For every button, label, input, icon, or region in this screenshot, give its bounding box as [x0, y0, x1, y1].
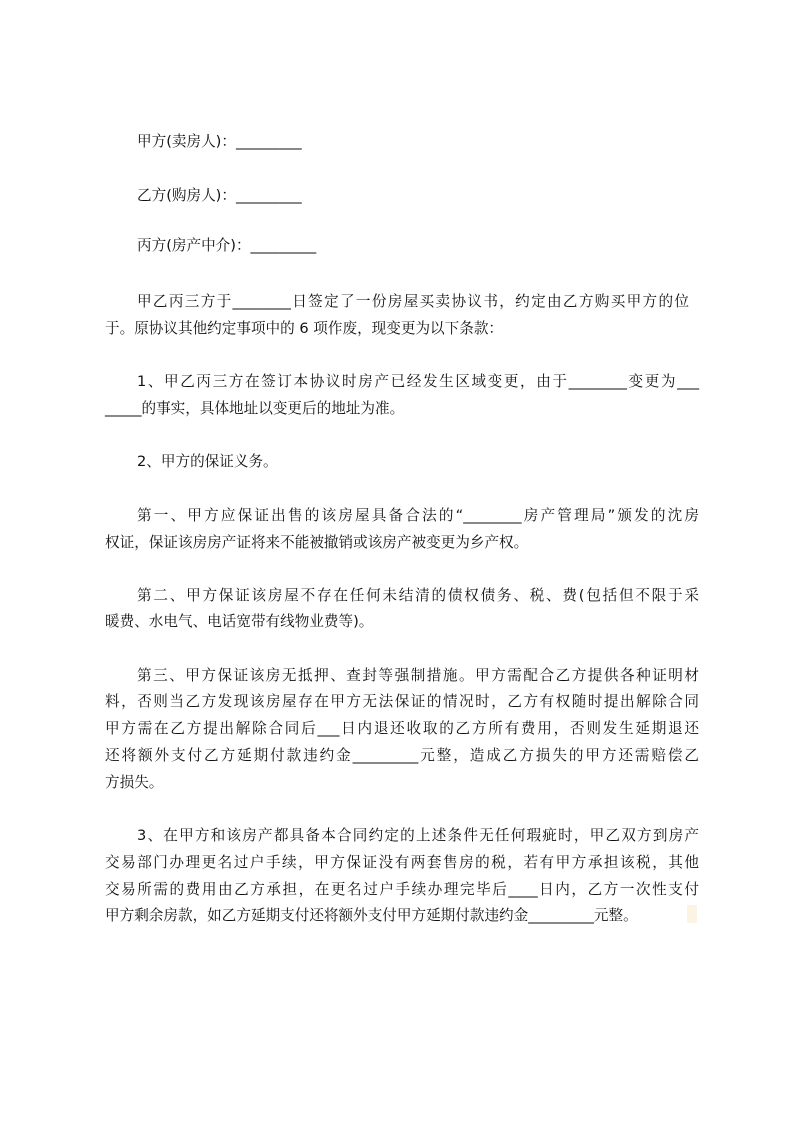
clause-3-line-2: 交易部门办理更名过户手续，甲方保证没有两套售房的税，若有甲方承担该税，其他 [105, 854, 699, 871]
clause-2-third-line-2: 料，否则当乙方发现该房屋存在甲方无法保证的情况时，乙方有权随时提出解除合同 [105, 693, 699, 710]
clause-3-line-1: 3、在甲方和该房产都具备本合同约定的上述条件无任何瑕疵时，甲乙双方到房产 [137, 827, 699, 844]
clause-2-second-line-2: 暖费、水电气、电话宽带有线物业费等)。 [105, 613, 374, 630]
intro-line-1: 甲乙丙三方于________日签定了一份房屋买卖协议书，约定由乙方购买甲方的位 [137, 293, 689, 310]
party-c-line: 丙方(房产中介)：_________ [137, 237, 317, 254]
clause-2-third-line-5: 方损失。 [105, 774, 164, 791]
party-a-line: 甲方(卖房人)：_________ [137, 133, 302, 150]
text-cursor-highlight [687, 905, 697, 923]
clause-3-line-3: 交易所需的费用由乙方承担，在更名过户手续办理完毕后____日内，乙方一次性支付 [105, 881, 699, 898]
clause-2-third-line-4: 还将额外支付乙方延期付款违约金_________元整，造成乙方损失的甲方还需赔偿乙 [105, 747, 699, 764]
clause-1-line-1: 1、甲乙丙三方在签订本协议时房产已经发生区域变更，由于________变更为___ [137, 373, 699, 390]
clause-2-first-line-2: 权证，保证该房房产证将来不能被撤销或该房产被变更为乡产权。 [105, 534, 529, 551]
clause-1-line-2: _____的事实，具体地址以变更后的地址为准。 [105, 400, 405, 417]
clause-3-line-4: 甲方剩余房款，如乙方延期支付还将额外支付甲方延期付款违约金_________元整。 [105, 907, 638, 924]
party-b-line: 乙方(购房人)：_________ [137, 187, 302, 204]
clause-2-first-line-1: 第一、甲方应保证出售的该房屋具备合法的“________房产管理局”颁发的沈房 [137, 507, 699, 524]
clause-2-third-line-3: 甲方需在乙方提出解除合同后___日内退还收取的乙方所有费用，否则发生延期退还 [105, 720, 699, 737]
intro-line-2: 于。原协议其他约定事项中的 6 项作废，现变更为以下条款： [105, 320, 504, 337]
clause-2-third-line-1: 第三、甲方保证该房无抵押、查封等强制措施。甲方需配合乙方提供各种证明材 [137, 667, 699, 684]
clause-2-second-line-1: 第二、甲方保证该房屋不存在任何未结清的债权债务、税、费(包括但不限于采 [137, 587, 699, 604]
clause-2-title: 2、甲方的保证义务。 [137, 453, 278, 470]
